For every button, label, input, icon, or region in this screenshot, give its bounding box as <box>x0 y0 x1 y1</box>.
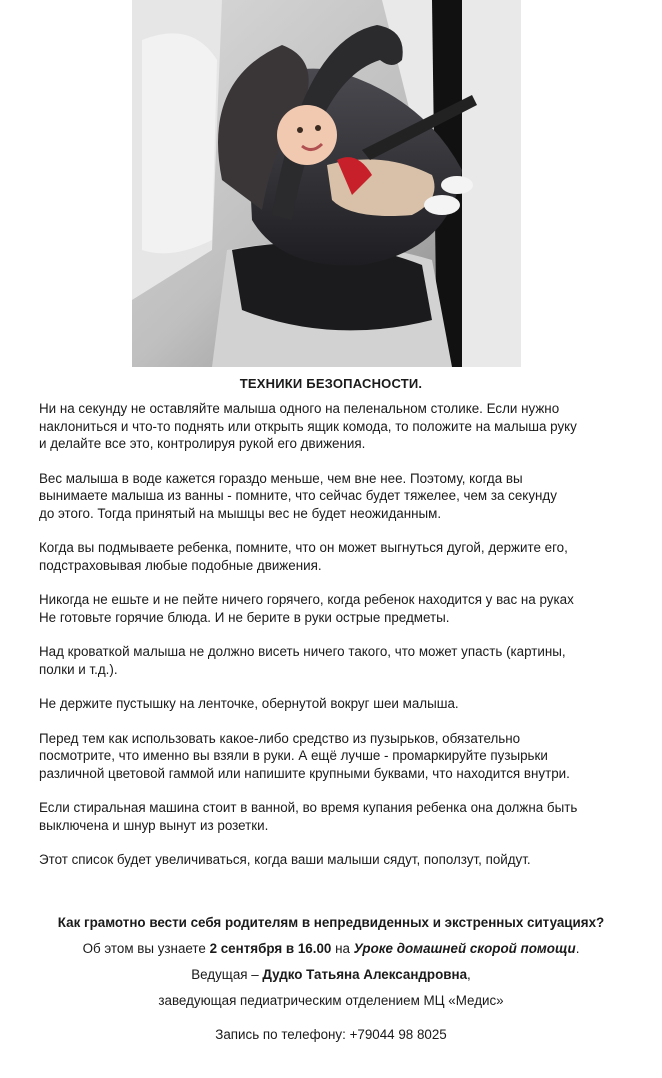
tip-paragraph: Этот список будет увеличиваться, когда ваши малыши сядут, поползут, пойдут. <box>39 852 531 867</box>
tip-paragraph: Над кроваткой малыша не должно висеть ничего такого, что может упасть (картины, полки и т.д.). <box>39 644 566 677</box>
host-role: заведующая педиатрическим отделением МЦ «Медис» <box>158 993 504 1008</box>
tip-paragraph: Не держите пустышку на ленточке, обернутой вокруг шеи малыша. <box>39 696 459 711</box>
tip-paragraph: Никогда не ешьте и не пейте ничего горячего, когда ребенок находится у вас на руках Не готовьте горячие блюда. И не берите в руки острые предметы. <box>39 592 574 625</box>
event-info: Об этом вы узнаете 2 сентября в 16.00 на Уроке домашней скорой помощи. <box>82 941 580 956</box>
page-title: ТЕХНИКИ БЕЗОПАСНОСТИ. <box>239 376 423 391</box>
tip-paragraph: Вес малыша в воде кажется гораздо меньше, чем вне нее. Поэтому, когда вы вынимаете малыша из ванны - помните, что сейчас будет тяжелее, чем за секунду до этого. Тогда принятый на мышцы вес не будет неожиданным. <box>39 470 557 521</box>
phone-contact: Запись по телефону: +79044 98 8025 <box>215 1027 447 1042</box>
event-name: Уроке домашней скорой помощи <box>353 941 576 956</box>
event-date: 2 сентября в 16.00 <box>209 941 332 956</box>
tip-paragraph: Когда вы подмываете ребенка, помните, что он может выгнуться дугой, держите его, подстраховывая любые подобные движения. <box>39 540 568 573</box>
car-seat-photo <box>132 0 521 367</box>
host-info: Ведущая – Дудко Татьяна Александровна, <box>191 967 471 982</box>
tip-paragraph: Ни на секунду не оставляйте малыша одного на пеленальном столике. Если нужно наклониться и что-то поднять или открыть ящик комода, то положите на малыша руку и делайте все это, контролируя рукой его движения. <box>39 401 577 451</box>
tip-paragraph: Перед тем как использовать какое-либо средство из пузырьков, обязательно посмотрите, что именно вы взяли в руки. А ещё лучше - промаркируйте пузырьки различной цветовой гаммой или напишите крупными буквами, что находится внутри. <box>39 730 570 781</box>
tip-paragraph: Если стиральная машина стоит в ванной, во время купания ребенка она должна быть выключена и шнур вынут из розетки. <box>39 800 578 833</box>
event-announcement <box>0 913 662 1051</box>
announcement-question: Как грамотно вести себя родителям в непредвиденных и экстренных ситуациях? <box>57 915 605 930</box>
safety-tips <box>39 400 629 886</box>
host-name: Дудко Татьяна Александровна <box>262 967 468 982</box>
